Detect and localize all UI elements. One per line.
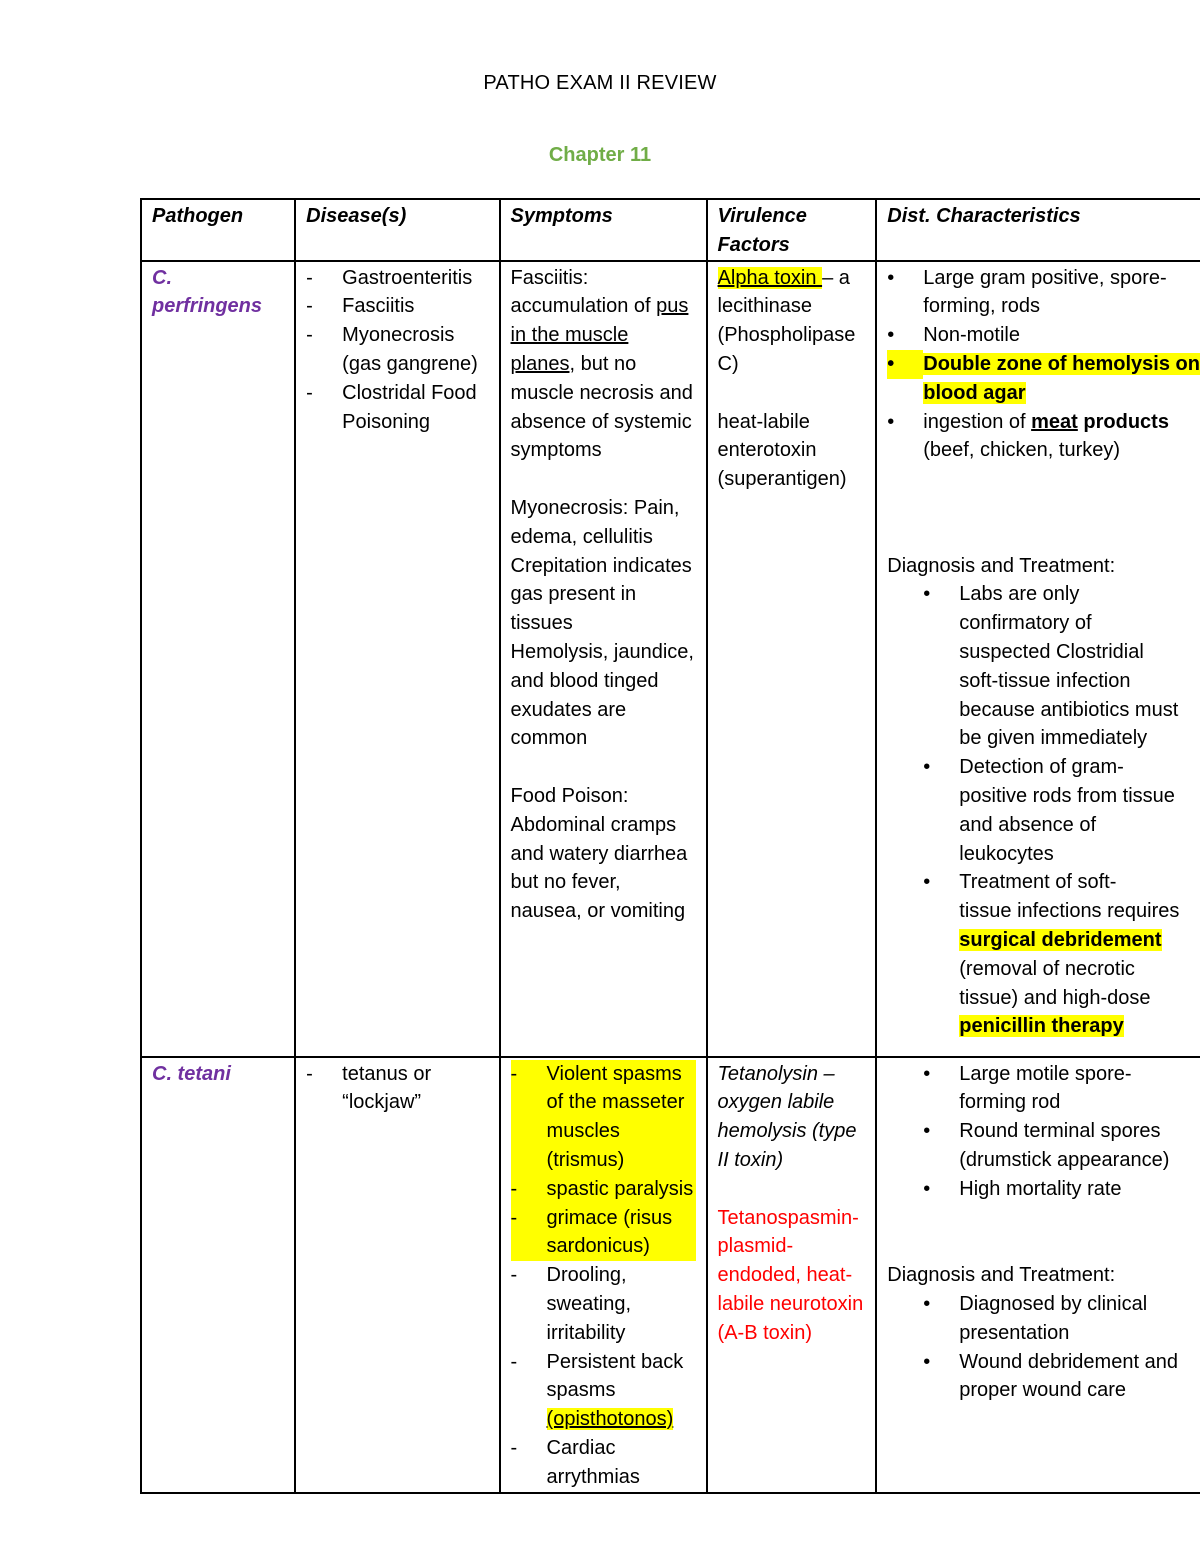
list-item: - Violent spasms of the masseter muscles (trismus): [511, 1060, 696, 1175]
list-item: • Round terminal spores (drumstick appearance): [923, 1120, 1170, 1171]
list-item: • Diagnosed by clinical presentation: [923, 1292, 1148, 1344]
diagnosis-title: Diagnosis and Treatment:: [887, 554, 1116, 577]
pathogen-cell: [141, 1057, 295, 1493]
diseases-cell: [295, 261, 499, 1057]
table-row: [141, 261, 1200, 1057]
list-item: • Detection of gram- positive rods from tissue and absence of leukocytes: [923, 756, 1175, 865]
list-item: - grimace (risus sardonicus): [511, 1204, 696, 1262]
list-item: • High mortality rate: [923, 1177, 1122, 1200]
myonecrosis-text: Crepitation indicates gas present in tissues: [510, 554, 692, 635]
tetanolysin: Tetanolysin – oxygen labile hemolysis (type II toxin): [717, 1062, 857, 1171]
pathogen-name: C. perfringens: [152, 266, 263, 318]
tetanospasmin: Tetanospasmin- plasmid- endoded, heat- labile neurotoxin (A-B toxin): [717, 1206, 864, 1344]
fasciitis-text: accumulation of pus in the muscle planes, but no muscle necrosis and absence of systemic symptoms: [510, 295, 693, 462]
enterotoxin: heat-labile enterotoxin (superantigen): [717, 410, 847, 491]
disease-list: [306, 1060, 488, 1118]
diagnosis-list: [923, 580, 1200, 1041]
list-item: • Large gram positive, spore- forming, rods: [887, 266, 1167, 318]
list-item: • Double zone of hemolysis on blood agar: [887, 350, 1200, 408]
page-title: PATHO EXAM II REVIEW: [483, 72, 717, 94]
header-symptoms: Symptoms: [500, 199, 707, 261]
review-table: [140, 198, 1200, 1494]
characteristics-list: [923, 1060, 1200, 1204]
myonecrosis-label: Myonecrosis: Pain, edema, cellulitis: [510, 496, 680, 548]
pathogen-cell: [141, 261, 295, 1057]
list-item: - Cardiac arrythmias: [510, 1436, 640, 1488]
list-item: • Wound debridement and proper wound care: [923, 1350, 1178, 1402]
list-item: - Clostridal Food Poisoning: [306, 381, 477, 433]
alpha-toxin: Alpha toxin – a lecithinase (Phospholipase C): [717, 266, 856, 375]
header-dist-characteristics: Dist. Characteristics: [876, 199, 1200, 261]
list-item: - Persistent back spasms (opisthotonos): [510, 1350, 684, 1431]
list-item: • Treatment of soft- tissue infections requires surgical debridement (removal of necrotic tissue) and high-dose penicillin therapy: [923, 871, 1180, 1038]
disease-list: [306, 264, 488, 437]
symptom-list: [511, 1060, 696, 1492]
food-poison-text: Abdominal cramps and watery diarrhea but no fever, nausea, or vomiting: [510, 813, 688, 923]
characteristics-list: [887, 264, 1200, 466]
virulence-cell: [707, 261, 877, 1057]
dist-cell: [876, 1057, 1200, 1493]
fasciitis-label: Fasciitis:: [510, 266, 589, 289]
diagnosis-list: [923, 1290, 1200, 1405]
diseases-cell: [295, 1057, 499, 1493]
table-header-row: [141, 199, 1200, 261]
header-pathogen: Pathogen: [141, 199, 295, 261]
list-item: • Large motile spore- forming rod: [923, 1062, 1132, 1114]
symptoms-cell: [500, 261, 707, 1057]
list-item: • ingestion of meat products (beef, chicken, turkey): [887, 410, 1169, 462]
list-item: - spastic paralysis: [511, 1175, 696, 1204]
list-item: - Myonecrosis (gas gangrene): [306, 324, 478, 375]
list-item: • Labs are only confirmatory of suspected Clostridial soft-tissue infection because antibiotics must be given immediately: [923, 583, 1179, 750]
header-virulence-factors: Virulence Factors: [707, 199, 877, 261]
diagnosis-title: Diagnosis and Treatment:: [887, 1264, 1116, 1287]
chapter-heading: Chapter 11: [548, 144, 652, 166]
symptoms-cell: [500, 1057, 707, 1493]
table-row: [141, 1057, 1200, 1493]
virulence-cell: [707, 1057, 877, 1493]
list-item: - Gastroenteritis: [306, 266, 473, 289]
list-item: - Fasciitis: [306, 295, 415, 318]
list-item: - tetanus or “lockjaw”: [306, 1062, 432, 1114]
header-diseases: Disease(s): [295, 199, 499, 261]
myonecrosis-text: Hemolysis, jaundice, and blood tinged exudates are common: [510, 640, 694, 750]
list-item: - Drooling, sweating, irritability: [510, 1264, 632, 1344]
dist-cell: [876, 261, 1200, 1057]
pathogen-name: C. tetani: [152, 1062, 231, 1085]
list-item: • Non-motile: [887, 324, 1020, 347]
food-poison-label: Food Poison:: [510, 784, 629, 807]
